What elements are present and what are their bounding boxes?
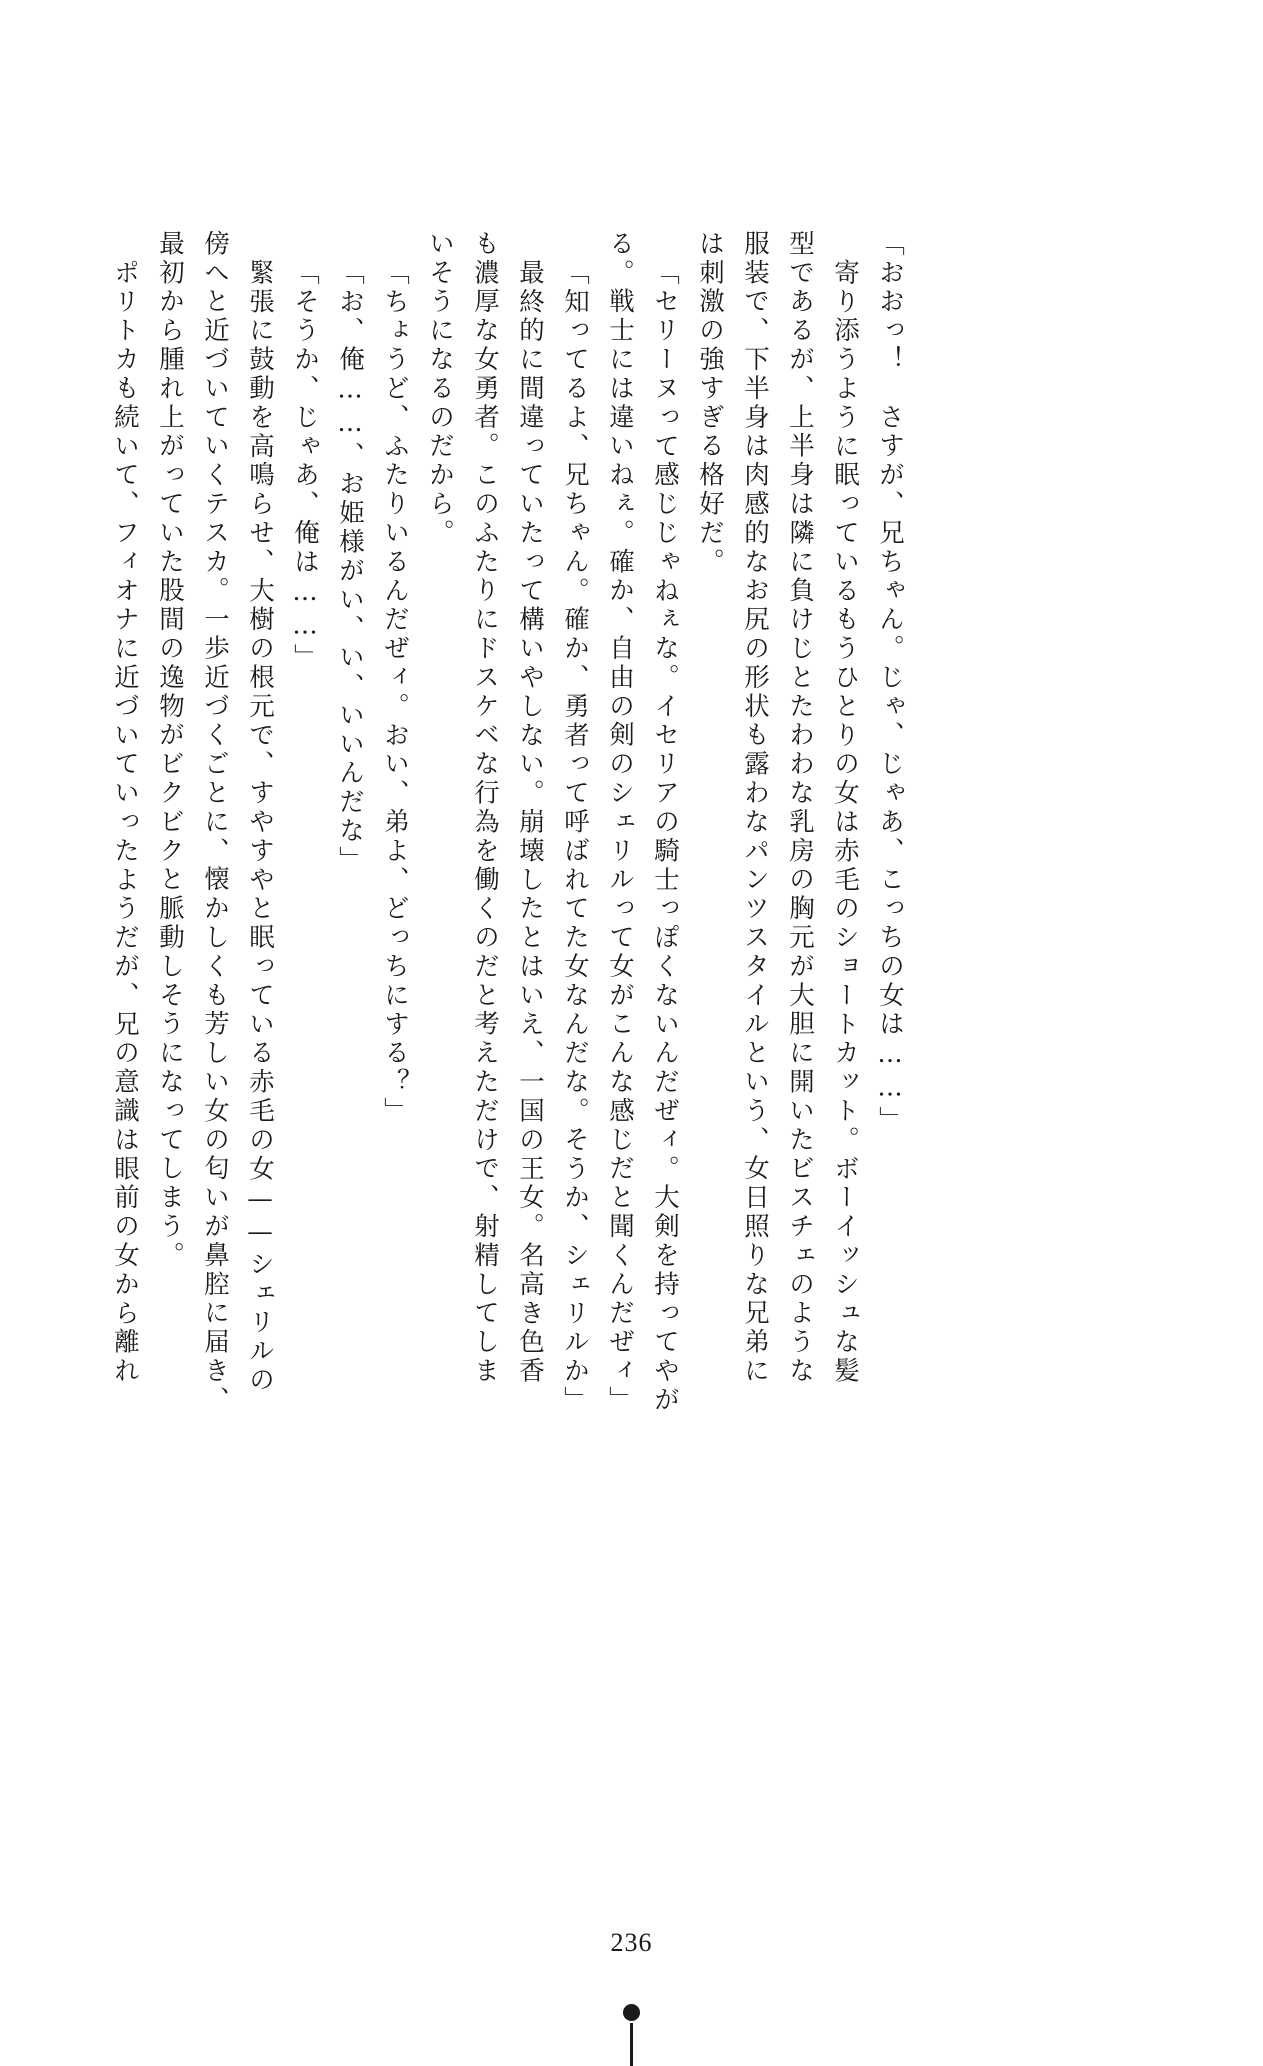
text-column: 緊張に鼓動を高鳴らせ、大樹の根元で、すやすやと眠っている赤毛の女——シェリルの	[245, 259, 275, 1396]
text-column: 傍へと近づいていくテスカ。一歩近づくごとに、懐かしくも芳しい女の匂いが鼻腔に届き、	[200, 230, 230, 1415]
text-column: 型であるが、上半身は隣に負けじとたわわな乳房の胸元が大胆に開いたビスチェのような	[785, 230, 815, 1386]
footer-bar-icon	[630, 2023, 633, 2066]
text-column: る。戦士には違いねぇ。確か、自由の剣のシェリルって女がこんな感じだと聞くんだぜィ」	[605, 230, 635, 1415]
text-column: 服装で、下半身は肉感的なお尻の形状も露わなパンツスタイルという、女日照りな兄弟に	[740, 230, 770, 1386]
text-column: 寄り添うように眠っているもうひとりの女は赤毛のショートカット。ボーイッシュな髪	[830, 259, 860, 1387]
vertical-text-block	[92, 230, 1167, 1630]
text-column: 「セリーヌって感じじゃねぇな。イセリアの騎士っぽくないんだぜィ。大剣を持ってやが	[650, 259, 680, 1415]
text-column: 「ちょうど、ふたりいるんだぜィ。おい、弟よ、どっちにする？」	[380, 259, 410, 1126]
text-column: は刺激の強すぎる格好だ。	[695, 230, 725, 577]
footer-ornament	[621, 2004, 643, 2066]
text-column: 「知ってるよ、兄ちゃん。確か、勇者って呼ばれてた女なんだな。そうか、シェリルか」	[560, 259, 590, 1415]
text-column: 「そうか、じゃあ、俺は……」	[290, 259, 320, 673]
text-column: いそうになるのだから。	[425, 230, 455, 548]
footer-dot-icon	[623, 2004, 640, 2021]
text-column: 「おおっ！ さすが、兄ちゃん。じゃ、じゃあ、こっちの女は……」	[875, 230, 905, 1135]
page-number: 236	[610, 1928, 653, 1957]
text-column: も濃厚な女勇者。このふたりにドスケベな行為を働くのだと考えただけで、射精してしま	[470, 230, 500, 1386]
text-column: ポリトカも続いて、フィオナに近づいていったようだが、兄の意識は眼前の女から離れ	[110, 259, 140, 1387]
text-column: 「お、俺……、お姫様がい、い、いいんだな」	[335, 259, 365, 875]
text-column: 最終的に間違っていたって構いやしない。崩壊したとはいえ、一国の王女。名高き色香	[515, 259, 545, 1387]
text-column: 最初から腫れ上がっていた股間の逸物がビクビクと脈動しそうになってしまう。	[155, 230, 185, 1271]
